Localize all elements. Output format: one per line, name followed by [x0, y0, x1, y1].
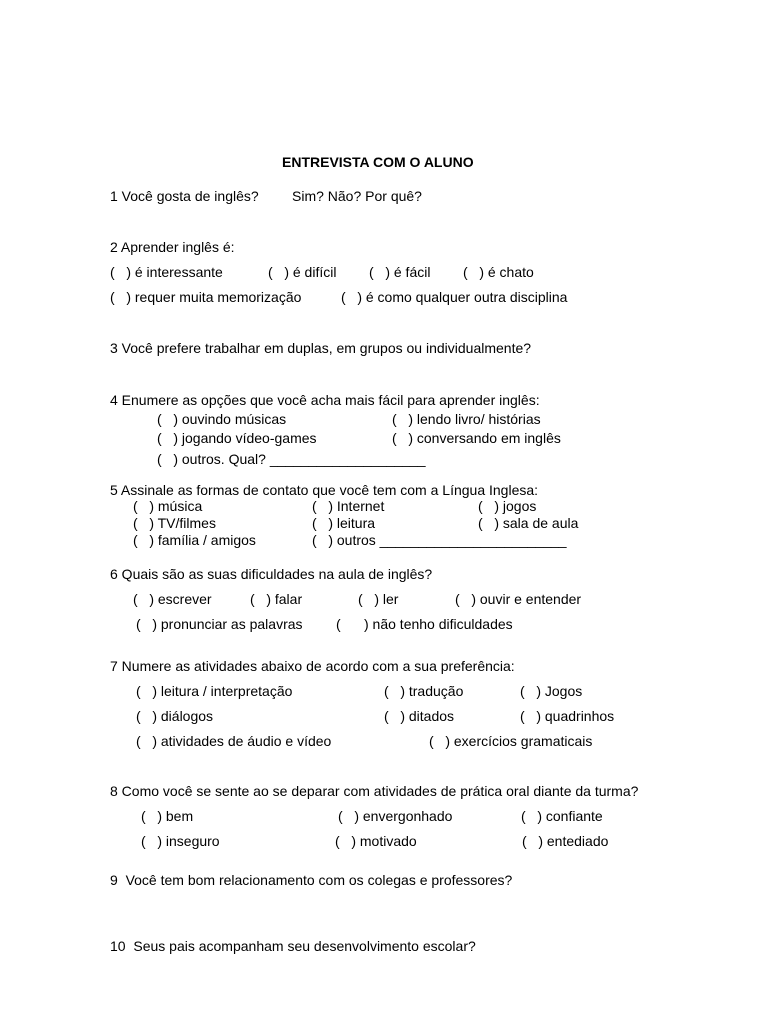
question-10: 10 Seus pais acompanham seu desenvolvimento escolar?: [110, 938, 476, 954]
question-1: 1 Você gosta de inglês?: [110, 188, 259, 204]
q7-option-jogos[interactable]: ( ) Jogos: [520, 683, 583, 699]
q5-option-sala-de-aula[interactable]: ( ) sala de aula: [478, 515, 579, 531]
q6-option-ler[interactable]: ( ) ler: [358, 591, 399, 607]
page-title: ENTREVISTA COM O ALUNO: [282, 154, 474, 170]
q7-option-leitura[interactable]: ( ) leitura / interpretação: [136, 683, 293, 699]
q6-option-escrever[interactable]: ( ) escrever: [133, 591, 212, 607]
q2-option-dificil[interactable]: ( ) é difícil: [268, 264, 337, 280]
question-7: 7 Numere as atividades abaixo de acordo com a sua preferência:: [110, 658, 515, 674]
q6-option-sem-dificuldades[interactable]: ( ) não tenho dificuldades: [336, 616, 513, 632]
q8-option-entediado[interactable]: ( ) entediado: [522, 833, 609, 849]
q7-option-ditados[interactable]: ( ) ditados: [384, 708, 455, 724]
q5-option-internet[interactable]: ( ) Internet: [312, 498, 385, 514]
q5-option-leitura[interactable]: ( ) leitura: [312, 515, 376, 531]
q6-option-falar[interactable]: ( ) falar: [250, 591, 303, 607]
q8-option-inseguro[interactable]: ( ) inseguro: [141, 833, 220, 849]
q4-option-musicas[interactable]: ( ) ouvindo músicas: [157, 411, 287, 427]
q7-option-dialogos[interactable]: ( ) diálogos: [136, 708, 214, 724]
q2-option-chato[interactable]: ( ) é chato: [463, 264, 534, 280]
q4-option-conversando[interactable]: ( ) conversando em inglês: [392, 430, 561, 446]
q4-option-video-games[interactable]: ( ) jogando vídeo-games: [157, 430, 317, 446]
q5-option-outros[interactable]: ( ) outros ________________________: [312, 532, 567, 548]
q2-option-interessante[interactable]: ( ) é interessante: [110, 264, 223, 280]
q7-option-gramaticais[interactable]: ( ) exercícios gramaticais: [429, 733, 593, 749]
q5-option-tv-filmes[interactable]: ( ) TV/filmes: [133, 515, 216, 531]
q4-option-outros[interactable]: ( ) outros. Qual? ____________________: [157, 451, 426, 467]
q6-option-ouvir[interactable]: ( ) ouvir e entender: [455, 591, 582, 607]
q5-option-familia[interactable]: ( ) família / amigos: [133, 532, 256, 548]
q8-option-bem[interactable]: ( ) bem: [141, 808, 194, 824]
question-5: 5 Assinale as formas de contato que você tem com a Língua Inglesa:: [110, 482, 539, 498]
question-1-extra: Sim? Não? Por quê?: [292, 188, 422, 204]
q6-option-pronunciar[interactable]: ( ) pronunciar as palavras: [136, 616, 303, 632]
q5-option-jogos[interactable]: ( ) jogos: [478, 498, 537, 514]
q8-option-motivado[interactable]: ( ) motivado: [335, 833, 417, 849]
q7-option-audio-video[interactable]: ( ) atividades de áudio e vídeo: [136, 733, 332, 749]
q2-option-outra-disciplina[interactable]: ( ) é como qualquer outra disciplina: [341, 289, 568, 305]
q7-option-quadrinhos[interactable]: ( ) quadrinhos: [520, 708, 615, 724]
question-8: 8 Como você se sente ao se deparar com atividades de prática oral diante da turma?: [110, 783, 639, 799]
question-9: 9 Você tem bom relacionamento com os colegas e professores?: [110, 872, 513, 888]
question-3: 3 Você prefere trabalhar em duplas, em grupos ou individualmente?: [110, 340, 532, 356]
question-2: 2 Aprender inglês é:: [110, 239, 235, 255]
q4-option-livro[interactable]: ( ) lendo livro/ histórias: [392, 411, 541, 427]
q8-option-confiante[interactable]: ( ) confiante: [521, 808, 603, 824]
q8-option-envergonhado[interactable]: ( ) envergonhado: [338, 808, 453, 824]
q2-option-memorizacao[interactable]: ( ) requer muita memorização: [110, 289, 302, 305]
q2-option-facil[interactable]: ( ) é fácil: [369, 264, 431, 280]
question-6: 6 Quais são as suas dificuldades na aula de inglês?: [110, 566, 433, 582]
question-4: 4 Enumere as opções que você acha mais fácil para aprender inglês:: [110, 392, 540, 408]
q5-option-musica[interactable]: ( ) música: [133, 498, 203, 514]
q7-option-traducao[interactable]: ( ) tradução: [384, 683, 464, 699]
